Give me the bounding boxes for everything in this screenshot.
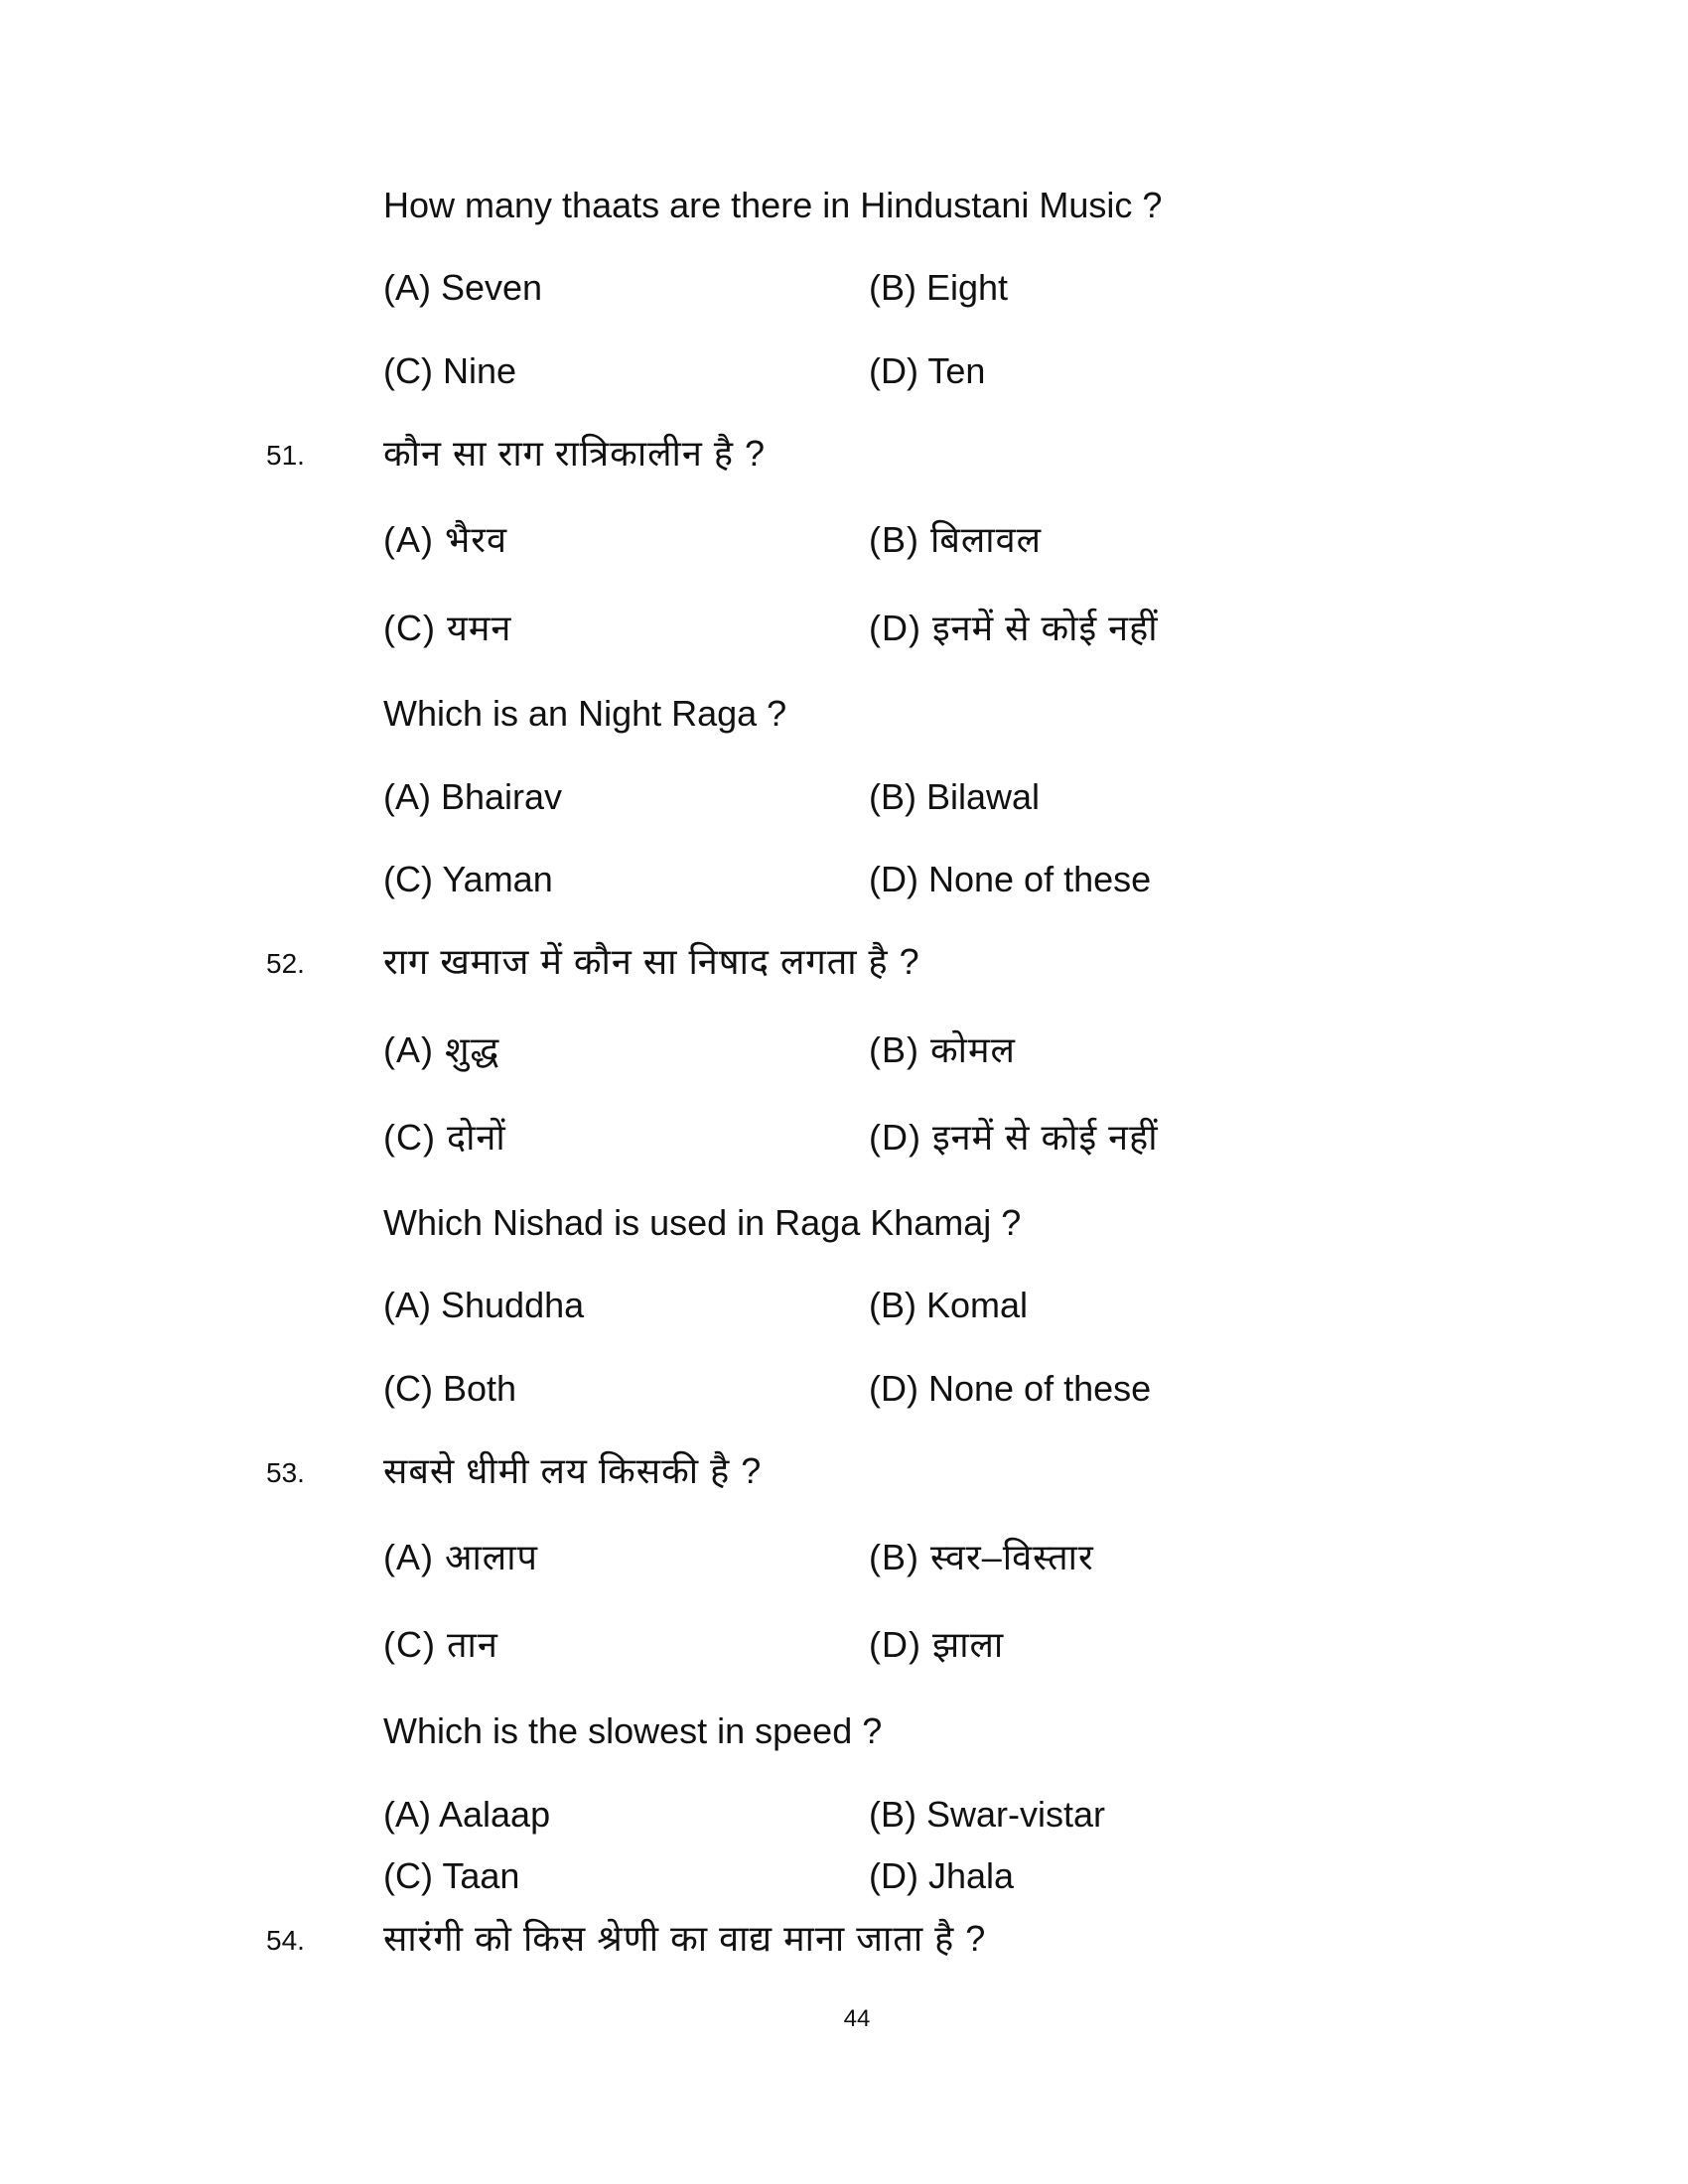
option-c: (C) Nine (383, 350, 517, 391)
option-c: (C) Taan (383, 1855, 520, 1896)
question-text: राग खमाज में कौन सा निषाद लगता है ? (383, 941, 920, 982)
question-text: How many thaats are there in Hindustani Music ? (383, 185, 1163, 225)
option-b: (B) कोमल (869, 1029, 1016, 1070)
option-c: (C) दोनों (383, 1117, 506, 1158)
option-d: (D) इनमें से कोई नहीं (869, 1117, 1159, 1158)
option-a: (A) आलाप (383, 1537, 538, 1577)
question-number: 52. (266, 948, 305, 979)
option-d: (D) Jhala (869, 1855, 1015, 1896)
question-text: कौन सा राग रात्रिकालीन है ? (383, 433, 767, 474)
question-number: 53. (266, 1457, 305, 1488)
page-number: 44 (843, 2005, 871, 2032)
option-b: (B) बिलावल (869, 519, 1043, 560)
option-c: (C) तान (383, 1624, 498, 1665)
option-b: (B) Swar-vistar (869, 1794, 1106, 1835)
question-text: सारंगी को किस श्रेणी का वाद्य माना जाता है ? (383, 1918, 987, 1959)
option-b: (B) Komal (869, 1285, 1029, 1325)
option-a: (A) Aalaap (383, 1794, 551, 1835)
option-d: (D) None of these (869, 1368, 1152, 1409)
question-number: 51. (266, 440, 305, 471)
option-d: (D) इनमें से कोई नहीं (869, 608, 1159, 648)
option-a: (A) Seven (383, 267, 543, 308)
question-text: Which is an Night Raga ? (383, 693, 787, 734)
option-c: (C) Both (383, 1368, 517, 1409)
option-b: (B) Bilawal (869, 776, 1041, 817)
option-a: (A) शुद्ध (383, 1029, 500, 1070)
option-c: (C) Yaman (383, 859, 553, 899)
question-text: Which is the slowest in speed ? (383, 1710, 883, 1751)
option-a: (A) Bhairav (383, 776, 563, 817)
option-b: (B) स्वर–विस्तार (869, 1537, 1094, 1577)
question-number: 54. (266, 1925, 305, 1956)
option-d: (D) Ten (869, 350, 986, 391)
option-c: (C) यमन (383, 608, 512, 648)
option-a: (A) भैरव (383, 519, 508, 560)
question-text: सबसे धीमी लय किसकी है ? (383, 1450, 763, 1491)
question-text: Which Nishad is used in Raga Khamaj ? (383, 1202, 1022, 1243)
option-a: (A) Shuddha (383, 1285, 585, 1325)
option-b: (B) Eight (869, 267, 1009, 308)
option-d: (D) झाला (869, 1624, 1005, 1665)
option-d: (D) None of these (869, 859, 1152, 899)
